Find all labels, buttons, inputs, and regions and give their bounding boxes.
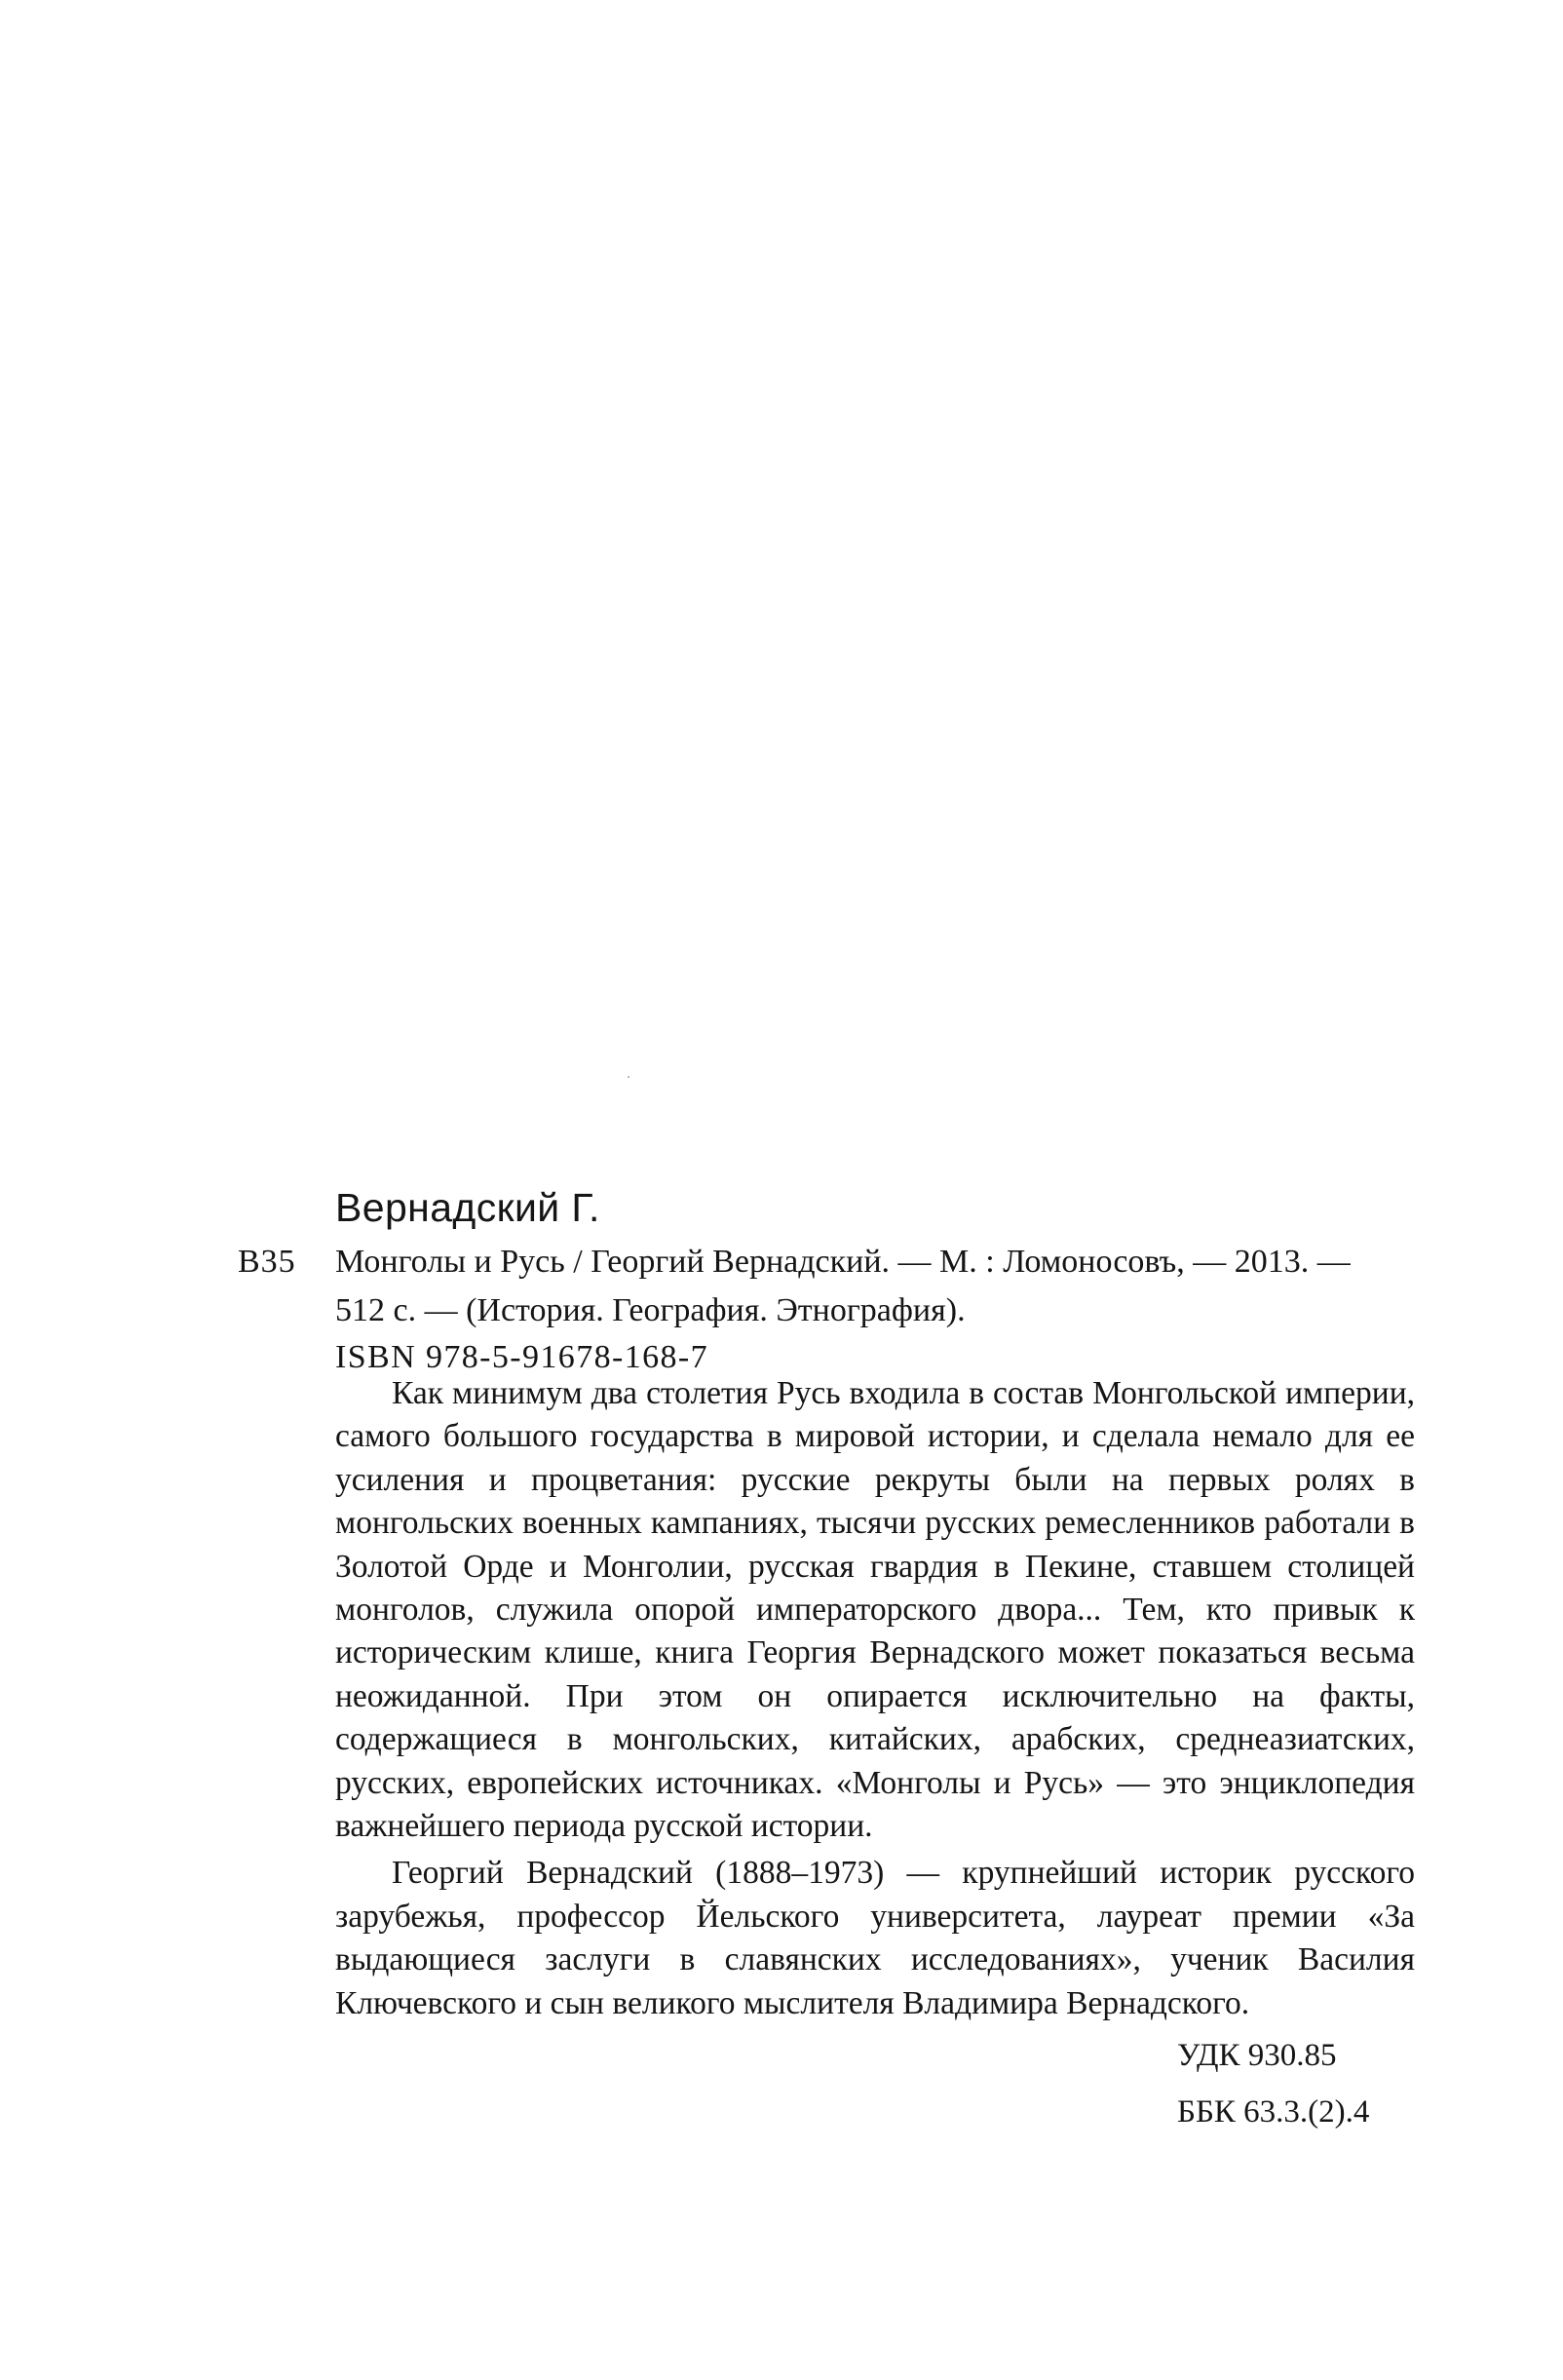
title-line: Монголы и Русь / Георгий Вернадский. — М. : Ломоносовъ, — 2013. — <box>335 1244 1351 1280</box>
bibliographic-record <box>335 1234 1351 1384</box>
udc-code: УДК 930.85 <box>1177 2038 1337 2073</box>
paper-speck <box>628 1076 629 1078</box>
annotation-paragraph: Как минимум два столетия Русь входила в состав Монгольской империи, самого большого государства в мировой истории, и сделала немало для ее усиления и процветания: русские рекруты были на первых ролях в монгольских военных кампаниях, тысячи русских ремесленников работали в Золотой Орде и Монголии, русская гвардия в Пекине, ставшем столицей монголов, служила опорой императорского двора... Тем, кто привык к историческим клише, книга Георгия Вернадского может показаться весьма неожиданной. При этом он опирается исключительно на факты, содержащиеся в монгольских, китайских, арабских, среднеазиатских, русских, европейских источниках. «Монголы и Русь» — это энциклопедия важнейшего периода русской истории. <box>335 1375 1415 1845</box>
author-bio-paragraph: Георгий Вернадский (1888–1973) — крупнейший историк русского зарубежья, профессор Йельского университета, лауреат премии «За выдающиеся заслуги в славянских исследованиях», ученик Василия Ключевского и сын великого мыслителя Владимира Вернадского. <box>335 1855 1415 2021</box>
annotation <box>335 1372 1415 2029</box>
pages-series-line: 512 с. — (История. География. Этнография). <box>335 1292 966 1328</box>
classification-block <box>1177 2027 1369 2140</box>
catalog-code: В35 <box>238 1244 296 1280</box>
isbn-line: ISBN 978-5-91678-168-7 <box>335 1339 709 1375</box>
author-heading: Вернадский Г. <box>335 1185 600 1230</box>
bbk-code: ББК 63.3.(2).4 <box>1177 2094 1370 2130</box>
